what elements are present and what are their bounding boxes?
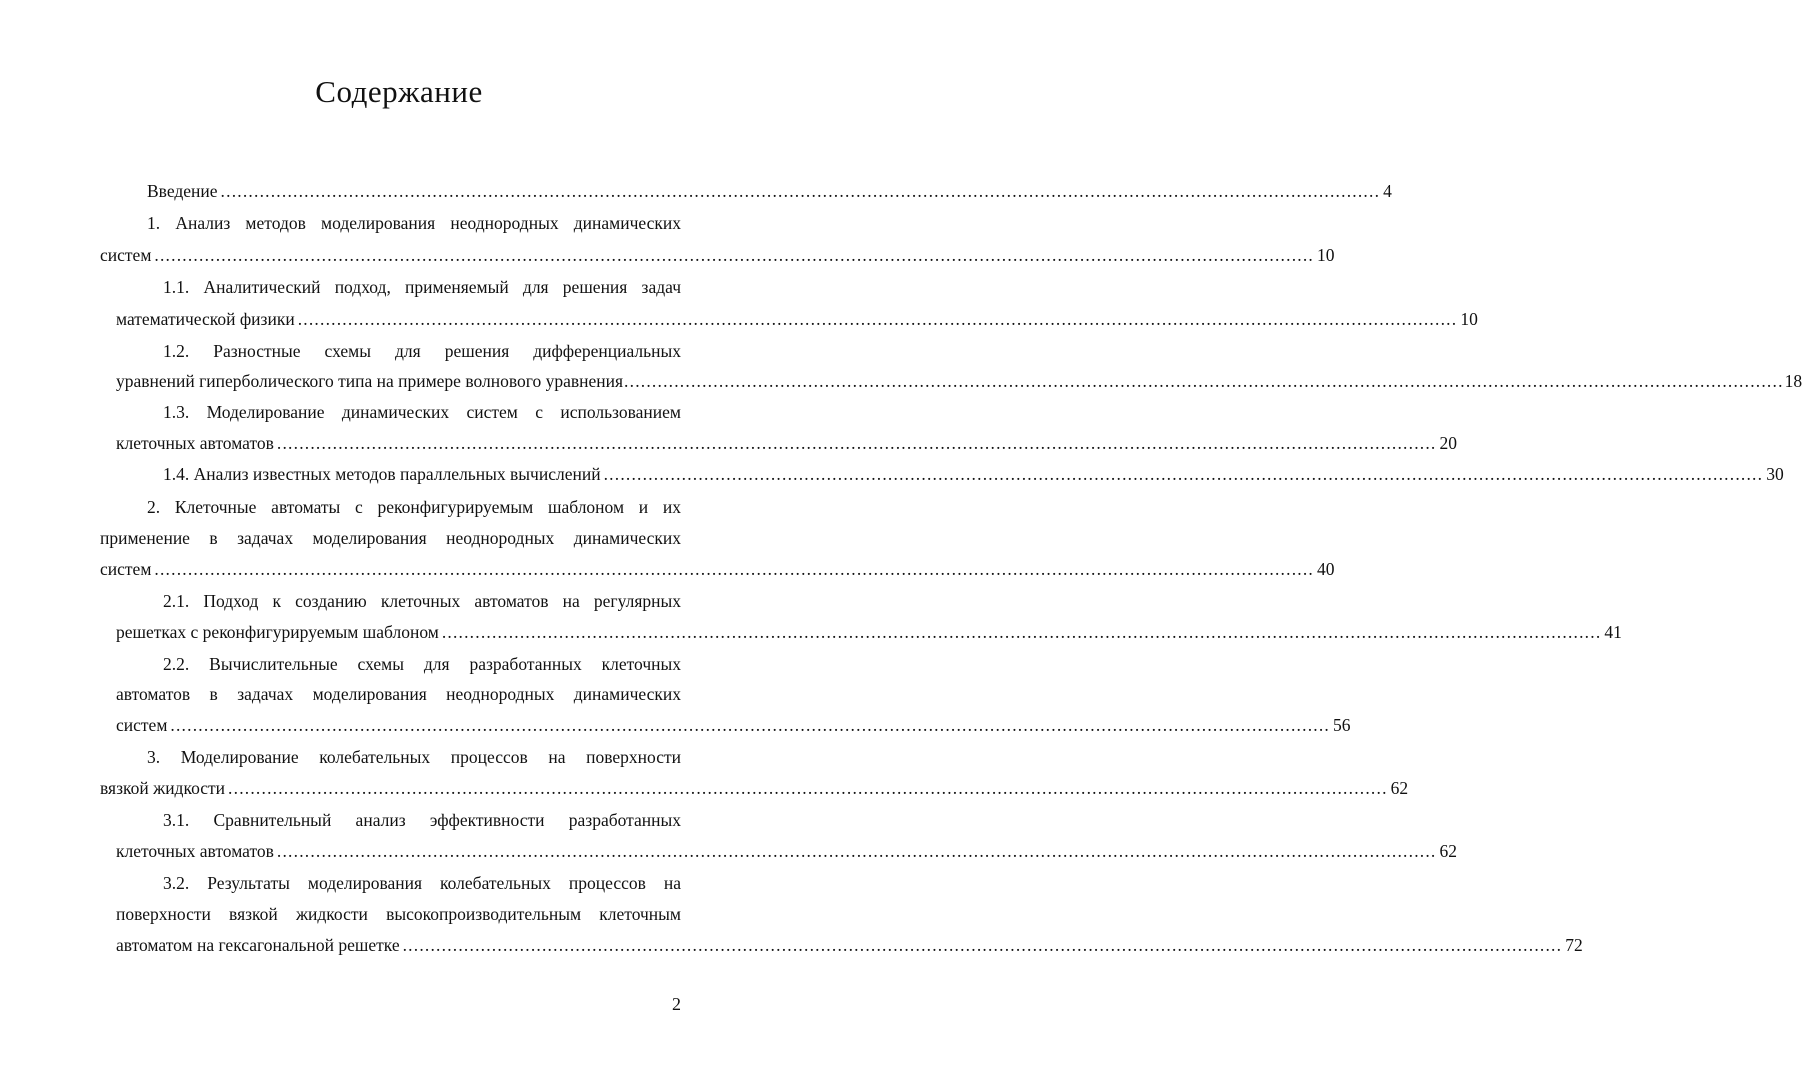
page-number: 2 <box>672 994 681 1014</box>
toc-entry-2-2-line2: автоматов в задачах моделирования неоднородных динамических <box>116 684 681 704</box>
toc-page-number: 18 <box>1784 371 1802 391</box>
toc-entry-3-2-line3 <box>116 932 1583 958</box>
toc-page-number: 10 <box>1460 309 1478 329</box>
toc-page-number: 56 <box>1333 715 1351 735</box>
toc-entry-text: клеточных автоматов <box>116 841 274 861</box>
toc-entry-3-line2 <box>100 775 1409 801</box>
toc-page-number: 72 <box>1565 935 1583 955</box>
toc-leader: ................................................................................................................................................................................................................ <box>276 433 1437 453</box>
page-title: Содержание <box>315 74 483 109</box>
toc-entry-2-line2: применение в задачах моделирования неоднородных динамических <box>100 528 681 548</box>
toc-entry-text: 1.4. Анализ известных методов параллельных вычислений <box>163 464 601 484</box>
toc-page-number: 40 <box>1317 559 1335 579</box>
toc-entry-3-2-line2: поверхности вязкой жидкости высокопроизводительным клеточным <box>116 904 681 924</box>
toc-entry-2-2-line3 <box>116 712 1351 738</box>
toc-entry-text: решетках с реконфигурируемым шаблоном <box>116 622 439 642</box>
toc-leader: ................................................................................................................................................................................................................ <box>276 841 1437 861</box>
toc-entry-3-1-line2 <box>116 838 1458 864</box>
toc-entry-text: систем <box>100 245 152 265</box>
toc-leader: ................................................................................................................................................................................................................ <box>154 245 1314 265</box>
toc-entry-1-line1: 1. Анализ методов моделирования неоднородных динамических <box>147 213 681 233</box>
toc-page-number: 62 <box>1390 778 1409 798</box>
toc-entry-1-4 <box>163 461 1784 487</box>
toc-page-number: 62 <box>1439 841 1458 861</box>
toc-entry-text: автоматом на гексагональной решетке <box>116 935 400 955</box>
toc-entry-text: клеточных автоматов <box>116 433 274 453</box>
toc-entry-1-1-line1: 1.1. Аналитический подход, применяемый для решения задач <box>163 277 681 297</box>
toc-entry-text: систем <box>116 715 168 735</box>
toc-entry-3-line1: 3. Моделирование колебательных процессов на поверхности <box>147 747 681 767</box>
toc-entry-1-line2 <box>100 242 1335 268</box>
toc-entry-3-2-line1: 3.2. Результаты моделирования колебательных процессов на <box>163 873 681 893</box>
toc-leader: ................................................................................................................................................................................................................ <box>154 559 1314 579</box>
toc-entry-1-3-line2 <box>116 430 1458 456</box>
toc-entry-text: систем <box>100 559 152 579</box>
toc-entry-2-1-line1: 2.1. Подход к созданию клеточных автоматов на регулярных <box>163 591 681 611</box>
toc-leader: ................................................................................................................................................................................................................ <box>297 309 1458 329</box>
toc-entry-1-2-line1: 1.2. Разностные схемы для решения дифференциальных <box>163 341 681 361</box>
toc-leader: ................................................................................................................................................................................................................ <box>228 778 1388 798</box>
toc-page-number: 30 <box>1766 464 1784 484</box>
toc-entry-1-1-line2 <box>116 306 1478 332</box>
toc-entry-intro <box>147 178 1392 204</box>
toc-entry-text: математической физики <box>116 309 295 329</box>
toc-entry-2-1-line2 <box>116 619 1622 645</box>
toc-leader: ................................................................................................................................................................................................................ <box>170 715 1330 735</box>
toc-entry-text: вязкой жидкости <box>100 778 226 798</box>
toc-leader: ................................................................................................................................................................................................................ <box>603 464 1764 484</box>
toc-leader: ................................................................................................................................................................................................................ <box>624 371 1784 391</box>
toc-entry-text: Введение <box>147 181 218 201</box>
toc-leader: ................................................................................................................................................................................................................ <box>220 181 1381 201</box>
toc-entry-text: уравнений гиперболического типа на примере волнового уравнения <box>116 371 624 391</box>
toc-entry-1-2-line2 <box>116 368 1802 394</box>
toc-entry-3-1-line1: 3.1. Сравнительный анализ эффективности разработанных <box>163 810 681 830</box>
toc-entry-2-line1: 2. Клеточные автоматы с реконфигурируемым шаблоном и их <box>147 497 681 517</box>
toc-entry-2-2-line1: 2.2. Вычислительные схемы для разработанных клеточных <box>163 654 681 674</box>
toc-page-number: 4 <box>1383 181 1392 201</box>
toc-page-number: 41 <box>1604 622 1622 642</box>
toc-entry-2-line3 <box>100 556 1335 582</box>
toc-leader: ................................................................................................................................................................................................................ <box>402 935 1563 955</box>
toc-page-number: 10 <box>1317 245 1335 265</box>
toc-leader: ................................................................................................................................................................................................................ <box>441 622 1602 642</box>
toc-page-number: 20 <box>1439 433 1458 453</box>
toc-entry-1-3-line1: 1.3. Моделирование динамических систем с использованием <box>163 402 681 422</box>
